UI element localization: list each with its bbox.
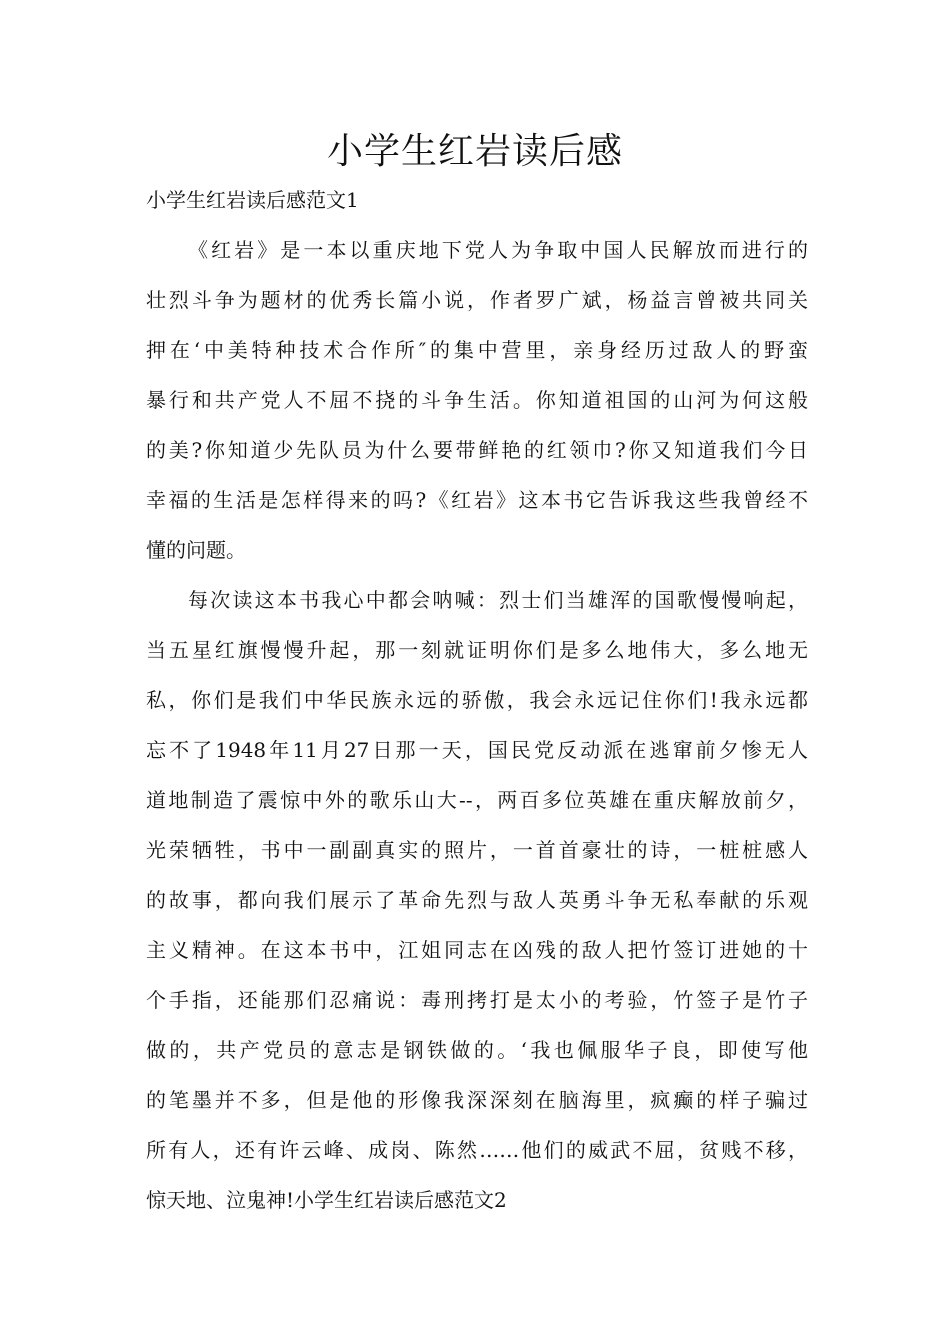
paragraph-line: 暴行和共产党人不屈不挠的斗争生活。你知道祖国的山河为何这般 — [146, 388, 808, 412]
paragraph-line: 每次读这本书我心中都会呐喊：烈士们当雄浑的国歌慢慢响起， — [188, 588, 808, 612]
paragraph-line: 忘不了1948年11月27日那一天，国民党反动派在逃窜前夕惨无人 — [146, 738, 808, 762]
paragraph-line: 光荣牺牲，书中一副副真实的照片，一首首豪壮的诗，一桩桩感人 — [146, 838, 808, 862]
paragraph-line: 幸福的生活是怎样得来的吗?《红岩》这本书它告诉我这些我曾经不 — [146, 488, 808, 512]
paragraph-line: 懂的问题。 — [146, 538, 246, 562]
section-heading: 小学生红岩读后感范文1 — [146, 188, 359, 212]
paragraph-line: 的美?你知道少先队员为什么要带鲜艳的红领巾?你又知道我们今日 — [146, 438, 808, 462]
paragraph-line: 做的，共产党员的意志是钢铁做的。‘我也佩服华子良，即使写他 — [146, 1038, 808, 1062]
paragraph-line: 的笔墨并不多，但是他的形像我深深刻在脑海里，疯癫的样子骗过 — [146, 1088, 808, 1112]
paragraph-line: 个手指，还能那们忍痛说：毒刑拷打是太小的考验，竹签子是竹子 — [146, 988, 808, 1012]
document-title: 小学生红岩读后感 — [326, 131, 623, 172]
paragraph-line: 当五星红旗慢慢升起，那一刻就证明你们是多么地伟大，多么地无 — [146, 638, 808, 662]
paragraph-line: 《红岩》是一本以重庆地下党人为争取中国人民解放而进行的 — [188, 238, 808, 262]
paragraph-line: 壮烈斗争为题材的优秀长篇小说，作者罗广斌，杨益言曾被共同关 — [146, 288, 808, 312]
paragraph-line: 主义精神。在这本书中，江姐同志在凶残的敌人把竹签订进她的十 — [146, 938, 808, 962]
paragraph-line: 押在‘中美特种技术合作所″的集中营里，亲身经历过敌人的野蛮 — [146, 338, 808, 362]
paragraph-line: 所有人，还有许云峰、成岗、陈然……他们的威武不屈，贫贱不移， — [146, 1138, 808, 1162]
paragraph-line: 私，你们是我们中华民族永远的骄傲，我会永远记住你们!我永远都 — [146, 688, 808, 712]
paragraph-line: 惊天地、泣鬼神!小学生红岩读后感范文2 — [146, 1188, 507, 1212]
paragraph-line: 道地制造了震惊中外的歌乐山大--，两百多位英雄在重庆解放前夕， — [146, 788, 808, 812]
paragraph-line: 的故事，都向我们展示了革命先烈与敌人英勇斗争无私奉献的乐观 — [146, 888, 808, 912]
